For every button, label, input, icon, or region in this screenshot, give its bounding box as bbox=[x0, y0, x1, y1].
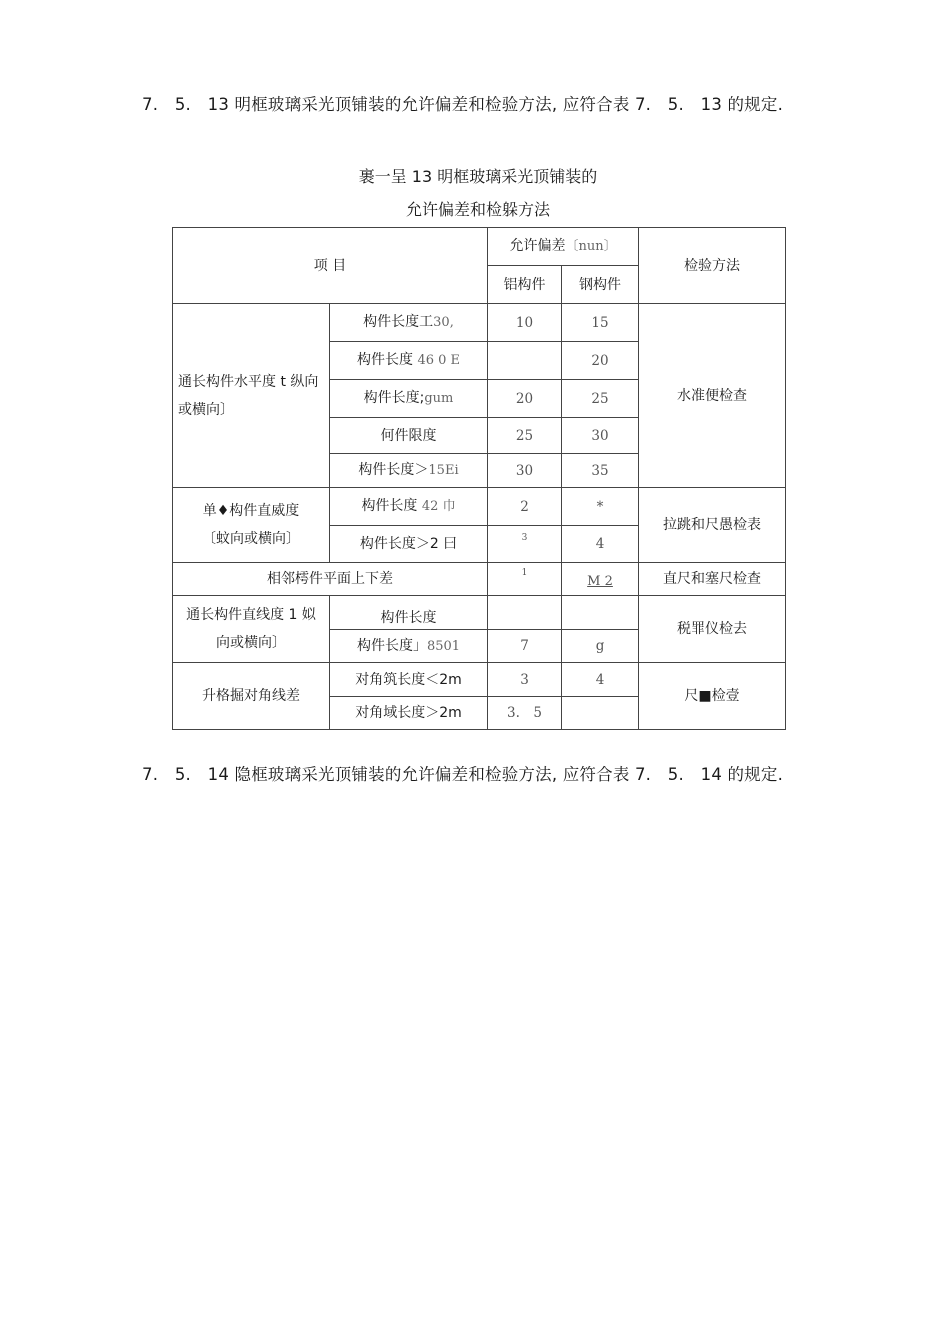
steel-value-text: M 2 bbox=[587, 574, 613, 589]
tolerance-table bbox=[172, 227, 786, 730]
header-item bbox=[173, 228, 488, 304]
header-method-text: 检验方法 bbox=[684, 257, 741, 274]
row-label bbox=[330, 342, 488, 380]
steel-value: 4 bbox=[562, 663, 639, 697]
header-method bbox=[639, 228, 786, 304]
row-label-text: 构件长度＞ bbox=[358, 462, 429, 478]
aluminum-value-text: 3 bbox=[521, 533, 528, 543]
group-name-line1: 通长构件直线度 1 姒 bbox=[186, 607, 316, 623]
row-label-extra: 8501 bbox=[426, 638, 461, 654]
aluminum-value-text: 1 bbox=[521, 568, 528, 578]
row-label-text: 构件长度工 bbox=[363, 314, 434, 330]
row-label-extra: 46 0 E bbox=[417, 353, 461, 368]
steel-value bbox=[562, 563, 639, 596]
row-label-extra: gum bbox=[424, 391, 454, 406]
row-label bbox=[330, 454, 488, 488]
table-caption-line1: 裹一呈 13 明框玻璃采光顶铺装的 bbox=[358, 167, 598, 186]
row-label-text: 构件长度; bbox=[363, 390, 425, 406]
table-row bbox=[173, 488, 786, 526]
header-row-1 bbox=[173, 228, 786, 266]
group-name: 相邻樗件平面上下差 bbox=[173, 563, 488, 596]
group-name: 升格掘对角线差 bbox=[173, 663, 330, 730]
aluminum-value bbox=[488, 526, 562, 563]
group-name-line2: 向或横向〕 bbox=[216, 635, 286, 651]
aluminum-value: 20 bbox=[488, 380, 562, 418]
paragraph-7-5-14: 7. 5. 14 隐框玻璃采光顶铺装的允许偏差和检验方法, 应符合表 7. 5. 14 的规定. bbox=[142, 765, 784, 784]
table-row bbox=[173, 304, 786, 342]
aluminum-value bbox=[488, 342, 562, 380]
row-label-extra: 15Ei bbox=[428, 463, 459, 478]
steel-value: g bbox=[562, 630, 639, 663]
aluminum-value: 2 bbox=[488, 488, 562, 526]
row-label-text: 何件限度 bbox=[380, 427, 437, 444]
steel-value: 20 bbox=[562, 342, 639, 380]
aluminum-value: 7 bbox=[488, 630, 562, 663]
steel-value bbox=[562, 697, 639, 730]
group-method: 税罪仪检去 bbox=[639, 596, 786, 663]
steel-value: 25 bbox=[562, 380, 639, 418]
steel-value bbox=[562, 596, 639, 630]
aluminum-value bbox=[488, 563, 562, 596]
group-name-line2: 〔蚊向或横向〕 bbox=[202, 531, 300, 547]
row-label-text: 构件长度 bbox=[361, 498, 418, 514]
row-label: 对角域长度＞2m bbox=[330, 697, 488, 730]
header-tolerance bbox=[488, 228, 639, 266]
header-aluminum: 铝构件 bbox=[488, 266, 562, 304]
row-label bbox=[330, 418, 488, 454]
header-item-text: 项 目 bbox=[313, 257, 347, 274]
steel-value: 35 bbox=[562, 454, 639, 488]
steel-value: 30 bbox=[562, 418, 639, 454]
paragraph-7-5-13: 7. 5. 13 明框玻璃采光顶铺装的允许偏差和检验方法, 应符合表 7. 5. 13 的规定. bbox=[142, 95, 784, 114]
table-caption-line2: 允许偏差和检躲方法 bbox=[405, 200, 550, 219]
steel-value: 15 bbox=[562, 304, 639, 342]
group-method: 水准便检查 bbox=[639, 304, 786, 488]
header-tolerance-text: 允许偏差 bbox=[509, 238, 566, 254]
group-name bbox=[173, 596, 330, 663]
header-tolerance-unit: 〔nun〕 bbox=[565, 239, 617, 254]
group-name: 通长构件水平度 t 纵向或横向〕 bbox=[173, 304, 330, 488]
row-label: 对角筑长度＜2m bbox=[330, 663, 488, 697]
aluminum-value bbox=[488, 596, 562, 630]
group-method: 直尺和塞尺检查 bbox=[639, 563, 786, 596]
row-label-extra: 30, bbox=[433, 315, 454, 330]
aluminum-value: 30 bbox=[488, 454, 562, 488]
row-label-extra: 42 巾 bbox=[421, 499, 456, 514]
group-name-line1: 单♦构件直威度 bbox=[202, 503, 300, 519]
aluminum-value: 10 bbox=[488, 304, 562, 342]
table-row bbox=[173, 596, 786, 630]
steel-value: * bbox=[562, 488, 639, 526]
row-label-text: 构件长度」 bbox=[356, 637, 427, 654]
row-label-text: 构件长度 bbox=[356, 352, 413, 368]
row-label bbox=[330, 380, 488, 418]
row-label bbox=[330, 304, 488, 342]
table-row bbox=[173, 663, 786, 697]
header-steel: 钢构件 bbox=[562, 266, 639, 304]
steel-value: 4 bbox=[562, 526, 639, 563]
aluminum-value: 3 bbox=[488, 663, 562, 697]
group-method: 拉跳和尺愚检表 bbox=[639, 488, 786, 563]
row-label: 构件长度 bbox=[330, 596, 488, 630]
row-label bbox=[330, 488, 488, 526]
group-method: 尺■检壹 bbox=[639, 663, 786, 730]
group-name bbox=[173, 488, 330, 563]
aluminum-value: 25 bbox=[488, 418, 562, 454]
aluminum-value: 3. 5 bbox=[488, 697, 562, 730]
row-label: 构件长度＞2 曰 bbox=[330, 526, 488, 563]
table-row bbox=[173, 563, 786, 596]
row-label bbox=[330, 630, 488, 663]
